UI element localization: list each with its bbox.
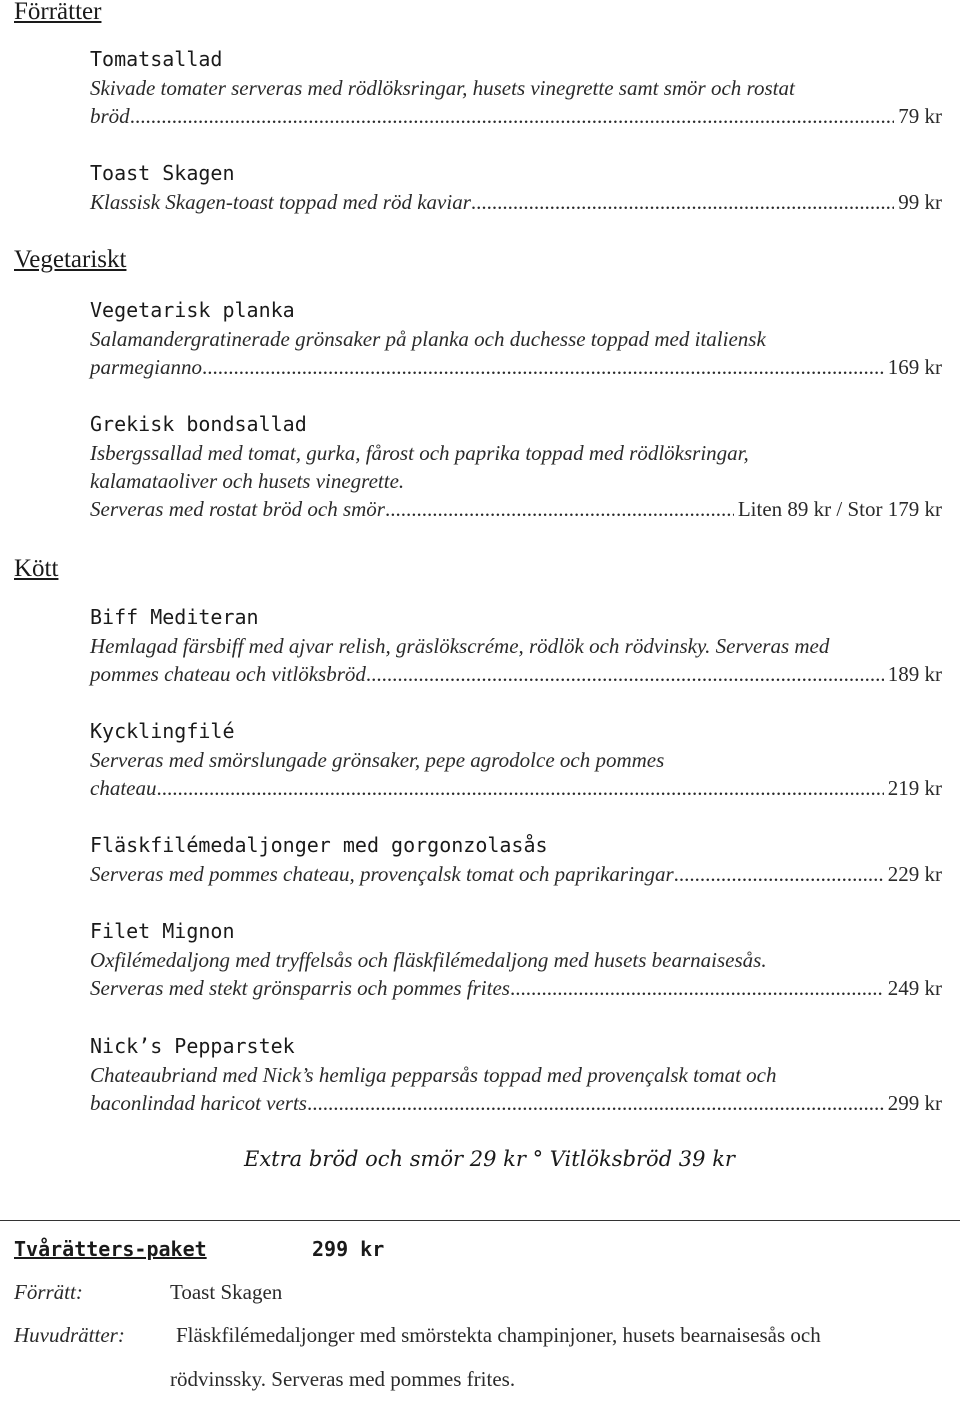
category-vegetariskt: Vegetariskt xyxy=(14,246,127,273)
item-price-line xyxy=(90,495,942,523)
package-starter-value: Toast Skagen xyxy=(170,1280,283,1304)
dot-leader xyxy=(202,353,884,381)
dot-leader xyxy=(130,102,895,130)
item-description: baconlindad haricot verts xyxy=(90,1091,307,1115)
category-kott: Kött xyxy=(14,555,59,582)
dot-leader xyxy=(366,660,884,688)
item-name: Grekisk bondsallad xyxy=(90,412,307,436)
item-description: Isbergssallad med tomat, gurka, fårost och paprika toppad med rödlöksringar, xyxy=(90,441,749,465)
item-description: pommes chateau och vitlöksbröd xyxy=(90,662,366,686)
package-main-value: Fläskfilémedaljonger med smörstekta champinjoner, husets bearnaisesås och xyxy=(176,1323,821,1347)
item-price-line xyxy=(90,660,942,688)
package-price: 299 kr xyxy=(312,1237,385,1261)
item-name: Kycklingfilé xyxy=(90,719,235,743)
extras-line: Extra bröd och smör 29 kr ° Vitlöksbröd 39 kr xyxy=(244,1147,735,1171)
item-price-line xyxy=(90,774,942,802)
item-name: Vegetarisk planka xyxy=(90,298,295,322)
menu-item-biff-mediteran xyxy=(90,603,942,688)
item-name: Toast Skagen xyxy=(90,161,235,185)
package-main-label: Huvudrätter: xyxy=(14,1323,125,1347)
item-price: 99 kr xyxy=(898,190,942,214)
item-description: Skivade tomater serveras med rödlöksringar, husets vinegrette samt smör och rostat xyxy=(90,76,795,100)
item-description: Serveras med stekt grönsparris och pommes frites xyxy=(90,976,510,1000)
dot-leader xyxy=(510,974,884,1002)
item-description: Serveras med pommes chateau, provençalsk tomat och paprikaringar xyxy=(90,862,674,886)
item-price: 169 kr xyxy=(887,355,942,379)
item-description: chateau xyxy=(90,776,157,800)
item-price-line xyxy=(90,974,942,1002)
dot-leader xyxy=(674,860,884,888)
item-price: 219 kr xyxy=(887,776,942,800)
dot-leader xyxy=(385,495,734,523)
item-description: Chateaubriand med Nick’s hemliga pepparsås toppad med provençalsk tomat och xyxy=(90,1063,777,1087)
item-price-line xyxy=(90,353,942,381)
item-description: kalamataoliver och husets vinegrette. xyxy=(90,469,405,493)
item-price: 79 kr xyxy=(898,104,942,128)
item-price-line xyxy=(90,188,942,216)
category-forratter: Förrätter xyxy=(14,0,102,25)
item-name: Tomatsallad xyxy=(90,47,223,71)
menu-item-grekisk-bondsallad xyxy=(90,410,942,523)
item-description: Salamandergratinerade grönsaker på planka och duchesse toppad med italiensk xyxy=(90,327,766,351)
item-price: 299 kr xyxy=(887,1091,942,1115)
menu-item-kycklingfile xyxy=(90,717,942,802)
menu-item-filet-mignon xyxy=(90,917,942,1002)
item-name: Nick’s Pepparstek xyxy=(90,1034,295,1058)
item-description: Hemlagad färsbiff med ajvar relish, gräslökscréme, rödlök och rödvinsky. Serveras med xyxy=(90,634,830,658)
menu-item-flaskfilemedaljonger xyxy=(90,831,942,888)
item-description: parmegianno xyxy=(90,355,202,379)
package-divider xyxy=(0,1220,960,1221)
item-name: Biff Mediteran xyxy=(90,605,259,629)
item-price: 229 kr xyxy=(887,862,942,886)
item-price: Liten 89 kr / Stor 179 kr xyxy=(737,497,942,521)
item-price-line xyxy=(90,102,942,130)
menu-item-nicks-pepparstek xyxy=(90,1032,942,1117)
item-description: Klassisk Skagen-toast toppad med röd kaviar xyxy=(90,190,471,214)
item-price-line xyxy=(90,860,942,888)
package-title: Tvårätters-paket xyxy=(14,1237,207,1261)
menu-item-vegetarisk-planka xyxy=(90,296,942,381)
menu-item-tomatsallad xyxy=(90,45,942,130)
dot-leader xyxy=(156,774,883,802)
dot-leader xyxy=(471,188,894,216)
package-main-value-cont: rödvinssky. Serveras med pommes frites. xyxy=(170,1367,516,1391)
menu-item-toast-skagen xyxy=(90,159,942,216)
dot-leader xyxy=(307,1089,884,1117)
item-description: Serveras med rostat bröd och smör xyxy=(90,497,385,521)
item-description: bröd xyxy=(90,104,130,128)
item-description: Serveras med smörslungade grönsaker, pepe agrodolce och pommes xyxy=(90,748,665,772)
item-description: Oxfilémedaljong med tryffelsås och fläskfilémedaljong med husets bearnaisesås. xyxy=(90,948,767,972)
item-price: 249 kr xyxy=(887,976,942,1000)
item-price: 189 kr xyxy=(887,662,942,686)
package-starter-label: Förrätt: xyxy=(14,1280,83,1304)
item-price-line xyxy=(90,1089,942,1117)
item-name: Filet Mignon xyxy=(90,919,235,943)
item-name: Fläskfilémedaljonger med gorgonzolasås xyxy=(90,833,548,857)
